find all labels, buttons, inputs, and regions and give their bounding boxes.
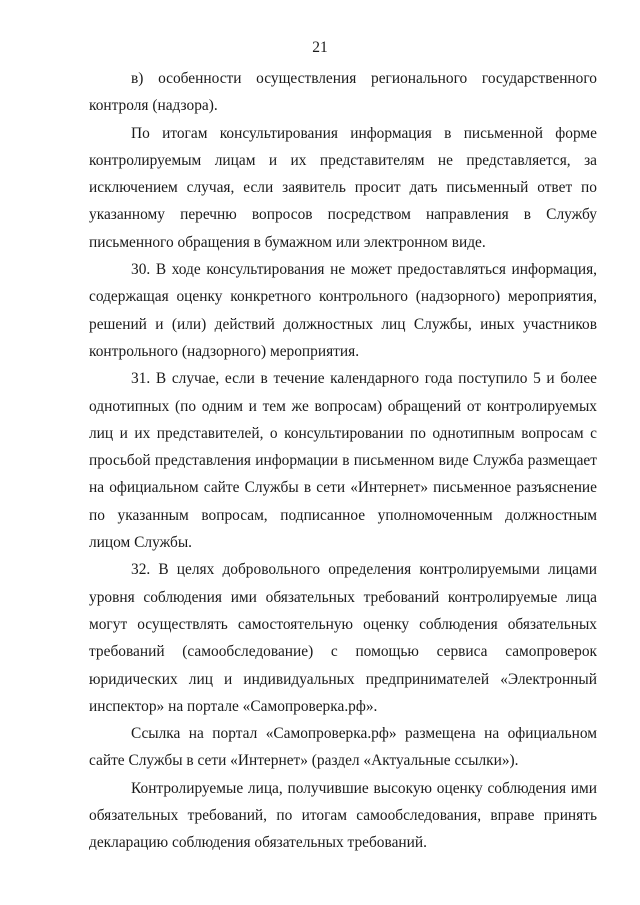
paragraph-item-v: в) особенности осуществления регионального государственного контроля (надзора). — [89, 70, 597, 115]
paragraph-clause-31: 31. В случае, если в течение календарного года поступило 5 и более однотипных (по одним и тем же вопросам) обращений от контролируемых лиц и их представителей, о консультировании по однотипным вопросам с просьбой представления информации в письменном виде Служба размещает на официальном сайте Службы в сети «Интернет» письменное разъяснение по указанным вопросам, подписанное уполномоченным должностным лицом Службы. — [89, 370, 597, 552]
paragraph-clause-32: 32. В целях добровольного определения контролируемыми лицами уровня соблюдения ими обязательных требований контролируемые лица могут осуществлять самостоятельную оценку соблюдения обязательных требований (самообследование) с помощью сервиса самопроверок юридических лиц и индивидуальных предпринимателей «Электронный инспектор» на портале «Самопроверка.рф». — [89, 561, 597, 715]
paragraph-clause-30: 30. В ходе консультирования не может предоставляться информация, содержащая оценку конкретного контрольного (надзорного) мероприятия, решений и (или) действий должностных лиц Службы, иных участников контрольного (надзорного) мероприятия. — [89, 261, 597, 360]
paragraph-declaration: Контролируемые лица, получившие высокую оценку соблюдения ими обязательных требований, по итогам самообследования, вправе принять декларацию соблюдения обязательных требований. — [89, 779, 597, 852]
page-number: 21 — [312, 39, 328, 56]
paragraph-portal-link: Ссылка на портал «Самопроверка.рф» размещена на официальном сайте Службы в сети «Интернет» (раздел «Актуальные ссылки»). — [89, 725, 597, 770]
document-body — [89, 65, 597, 857]
paragraph-consultation-written-form: По итогам консультирования информация в письменной форме контролируемым лицам и их представителям не представляется, за исключением случая, если заявитель просит дать письменный ответ по указанному перечню вопросов посредством направления в Службу письменного обращения в бумажном или электронном виде. — [89, 124, 597, 251]
